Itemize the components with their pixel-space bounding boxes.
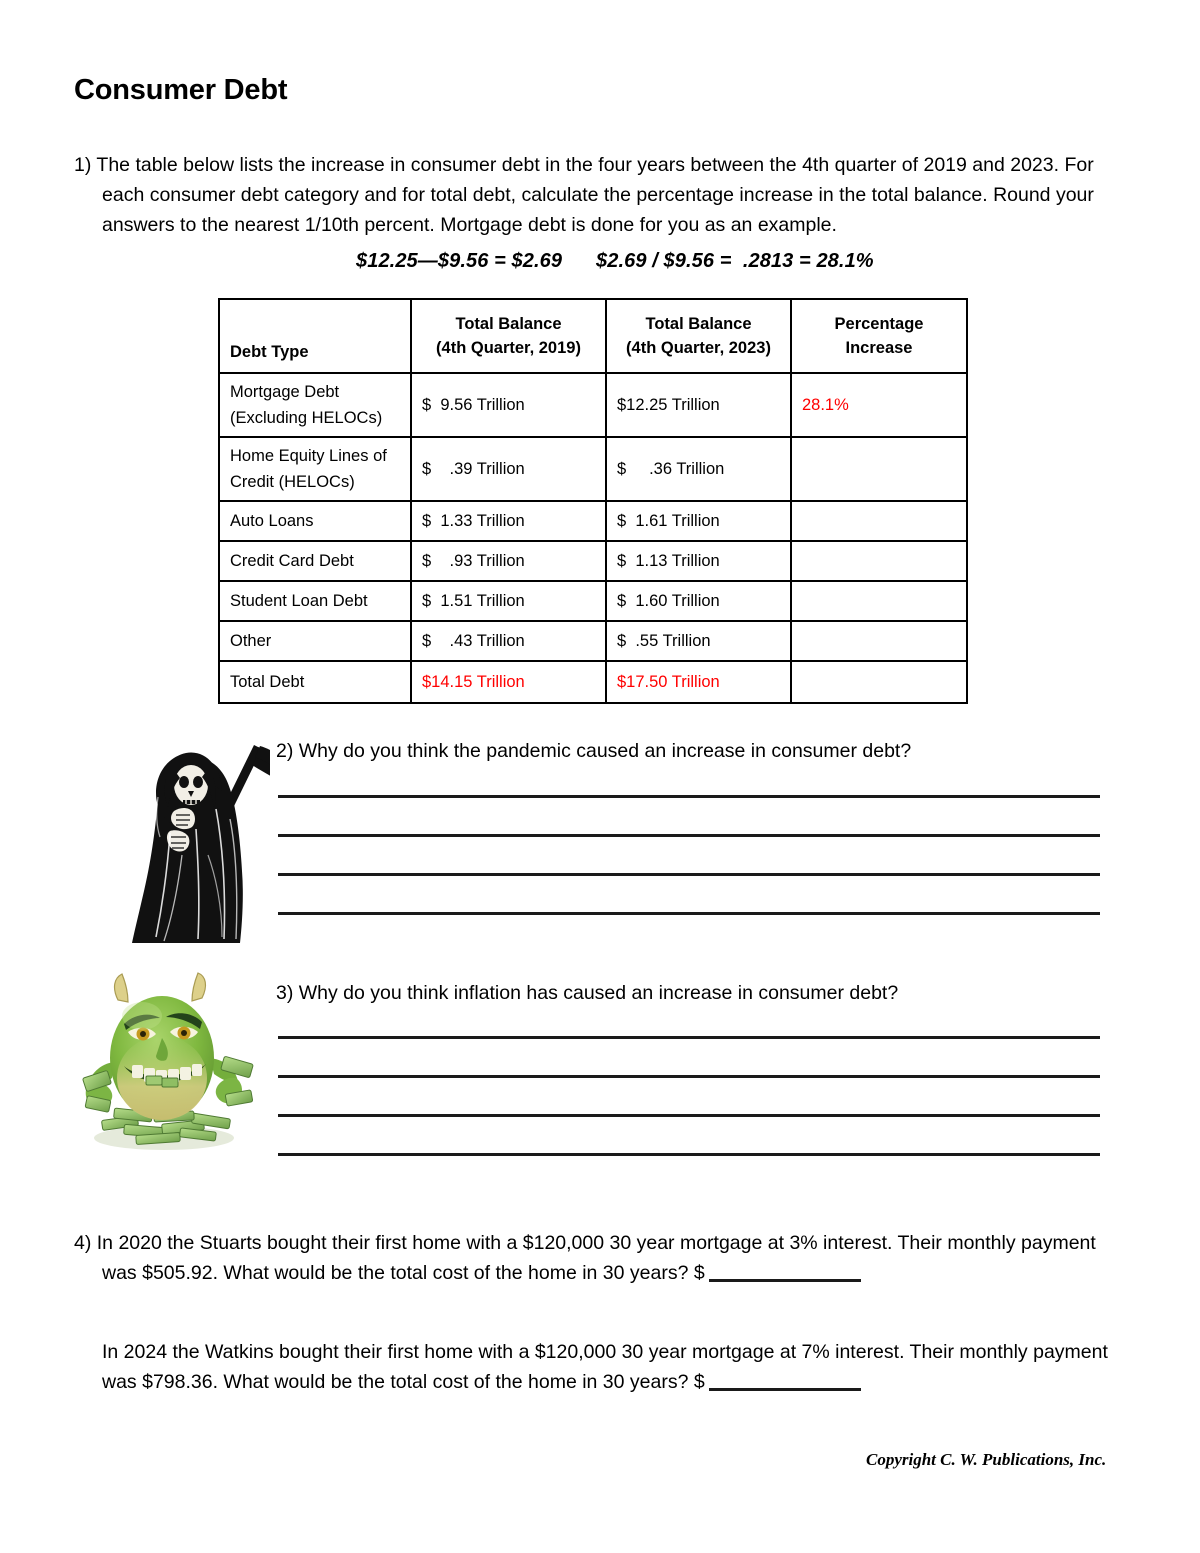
header-balance-2019-line1: Total Balance	[455, 315, 562, 333]
cell-debt-type: Credit Card Debt	[219, 541, 411, 581]
answer-line[interactable]	[278, 795, 1100, 798]
header-balance-2023	[606, 299, 791, 373]
header-balance-2023-line2: (4th Quarter, 2023)	[626, 339, 771, 357]
question-3-answer-lines[interactable]	[278, 1036, 1100, 1156]
answer-line[interactable]	[278, 1036, 1100, 1039]
question-2-text: 2) Why do you think the pandemic caused an increase in consumer debt?	[276, 740, 912, 762]
question-1-block	[74, 150, 1122, 240]
cell-debt-type	[219, 437, 411, 501]
cell-balance-2019: $ 1.33 Trillion	[411, 501, 606, 541]
cell-percentage-increase[interactable]	[791, 621, 967, 661]
cell-debt-type: Other	[219, 621, 411, 661]
cell-balance-2019: $ .39 Trillion	[411, 437, 606, 501]
cell-debt-type: Student Loan Debt	[219, 581, 411, 621]
cell-balance-2019: $ .43 Trillion	[411, 621, 606, 661]
cell-balance-2023: $ 1.60 Trillion	[606, 581, 791, 621]
cell-percentage-increase[interactable]	[791, 541, 967, 581]
cell-total-balance-2019: $14.15 Trillion	[411, 661, 606, 703]
debt-type-line1: Home Equity Lines of	[230, 447, 387, 465]
inflation-monster-icon	[66, 966, 262, 1154]
cell-balance-2019: $ 9.56 Trillion	[411, 373, 606, 437]
table-row	[219, 501, 967, 541]
header-percentage-increase	[791, 299, 967, 373]
question-4-part-b-answer-blank[interactable]	[709, 1388, 861, 1391]
table-row	[219, 621, 967, 661]
question-4-number: 4)	[74, 1232, 92, 1254]
cell-balance-2023: $ .36 Trillion	[606, 437, 791, 501]
cell-total-percentage-increase[interactable]	[791, 661, 967, 703]
cell-debt-type	[219, 373, 411, 437]
answer-line[interactable]	[278, 1114, 1100, 1117]
debt-type-line2: Credit (HELOCs)	[230, 473, 355, 491]
header-balance-2023-line1: Total Balance	[645, 315, 752, 333]
cell-total-balance-2023: $17.50 Trillion	[606, 661, 791, 703]
cell-balance-2019: $ 1.51 Trillion	[411, 581, 606, 621]
grim-reaper-icon	[112, 737, 270, 949]
table-row	[219, 581, 967, 621]
table-header-row	[219, 299, 967, 373]
cell-percentage-increase[interactable]	[791, 437, 967, 501]
table-row	[219, 541, 967, 581]
answer-line[interactable]	[278, 1075, 1100, 1078]
header-percentage-line1: Percentage	[834, 315, 924, 333]
table-total-row	[219, 661, 967, 703]
answer-line[interactable]	[278, 912, 1100, 915]
cell-percentage-increase[interactable]	[791, 501, 967, 541]
header-debt-type: Debt Type	[219, 299, 411, 373]
header-percentage-line2: Increase	[845, 339, 913, 357]
cell-balance-2023: $ 1.13 Trillion	[606, 541, 791, 581]
answer-line[interactable]	[278, 873, 1100, 876]
consumer-debt-table	[218, 298, 968, 704]
debt-type-line2: (Excluding HELOCs)	[230, 409, 383, 427]
cell-balance-2023: $12.25 Trillion	[606, 373, 791, 437]
cell-balance-2019: $ .93 Trillion	[411, 541, 606, 581]
cell-balance-2023: $ .55 Trillion	[606, 621, 791, 661]
question-4-part-b-block	[102, 1337, 1122, 1397]
question-1-text: The table below lists the increase in consumer debt in the four years between the 4th quarter of 2019 and 2023. For each consumer debt category and for total debt, calculate the percentage increase in the total balance. Round your answers to the nearest 1/10th percent. Mortgage debt is done for you as an example.	[96, 154, 1094, 236]
question-4-block	[74, 1228, 1122, 1288]
question-4-part-b-text: In 2024 the Watkins bought their first home with a $120,000 30 year mortgage at 7% interest. Their monthly payment was $798.36. What would be the total cost of the home in 30 years? $	[102, 1341, 1108, 1393]
page-title: Consumer Debt	[74, 74, 288, 106]
example-equation: $12.25—$9.56 = $2.69 $2.69 / $9.56 = .2813 = 28.1%	[356, 250, 874, 272]
table-row	[219, 373, 967, 437]
question-3-text: 3) Why do you think inflation has caused an increase in consumer debt?	[276, 982, 899, 1004]
question-2-answer-lines[interactable]	[278, 795, 1100, 915]
debt-type-line1: Mortgage Debt	[230, 383, 340, 401]
header-balance-2019-line2: (4th Quarter, 2019)	[436, 339, 581, 357]
question-4-part-a-answer-blank[interactable]	[709, 1279, 861, 1282]
answer-line[interactable]	[278, 1153, 1100, 1156]
question-1-number: 1)	[74, 154, 92, 176]
answer-line[interactable]	[278, 834, 1100, 837]
header-balance-2019	[411, 299, 606, 373]
question-4-part-a-text: In 2020 the Stuarts bought their first home with a $120,000 30 year mortgage at 3% interest. Their monthly payment was $505.92. What would be the total cost of the home in 30 years? $	[96, 1232, 1096, 1284]
cell-percentage-increase[interactable]: 28.1%	[791, 373, 967, 437]
cell-debt-type: Auto Loans	[219, 501, 411, 541]
table-row	[219, 437, 967, 501]
copyright-notice: Copyright C. W. Publications, Inc.	[866, 1450, 1107, 1469]
cell-percentage-increase[interactable]	[791, 581, 967, 621]
cell-total-label: Total Debt	[219, 661, 411, 703]
cell-balance-2023: $ 1.61 Trillion	[606, 501, 791, 541]
